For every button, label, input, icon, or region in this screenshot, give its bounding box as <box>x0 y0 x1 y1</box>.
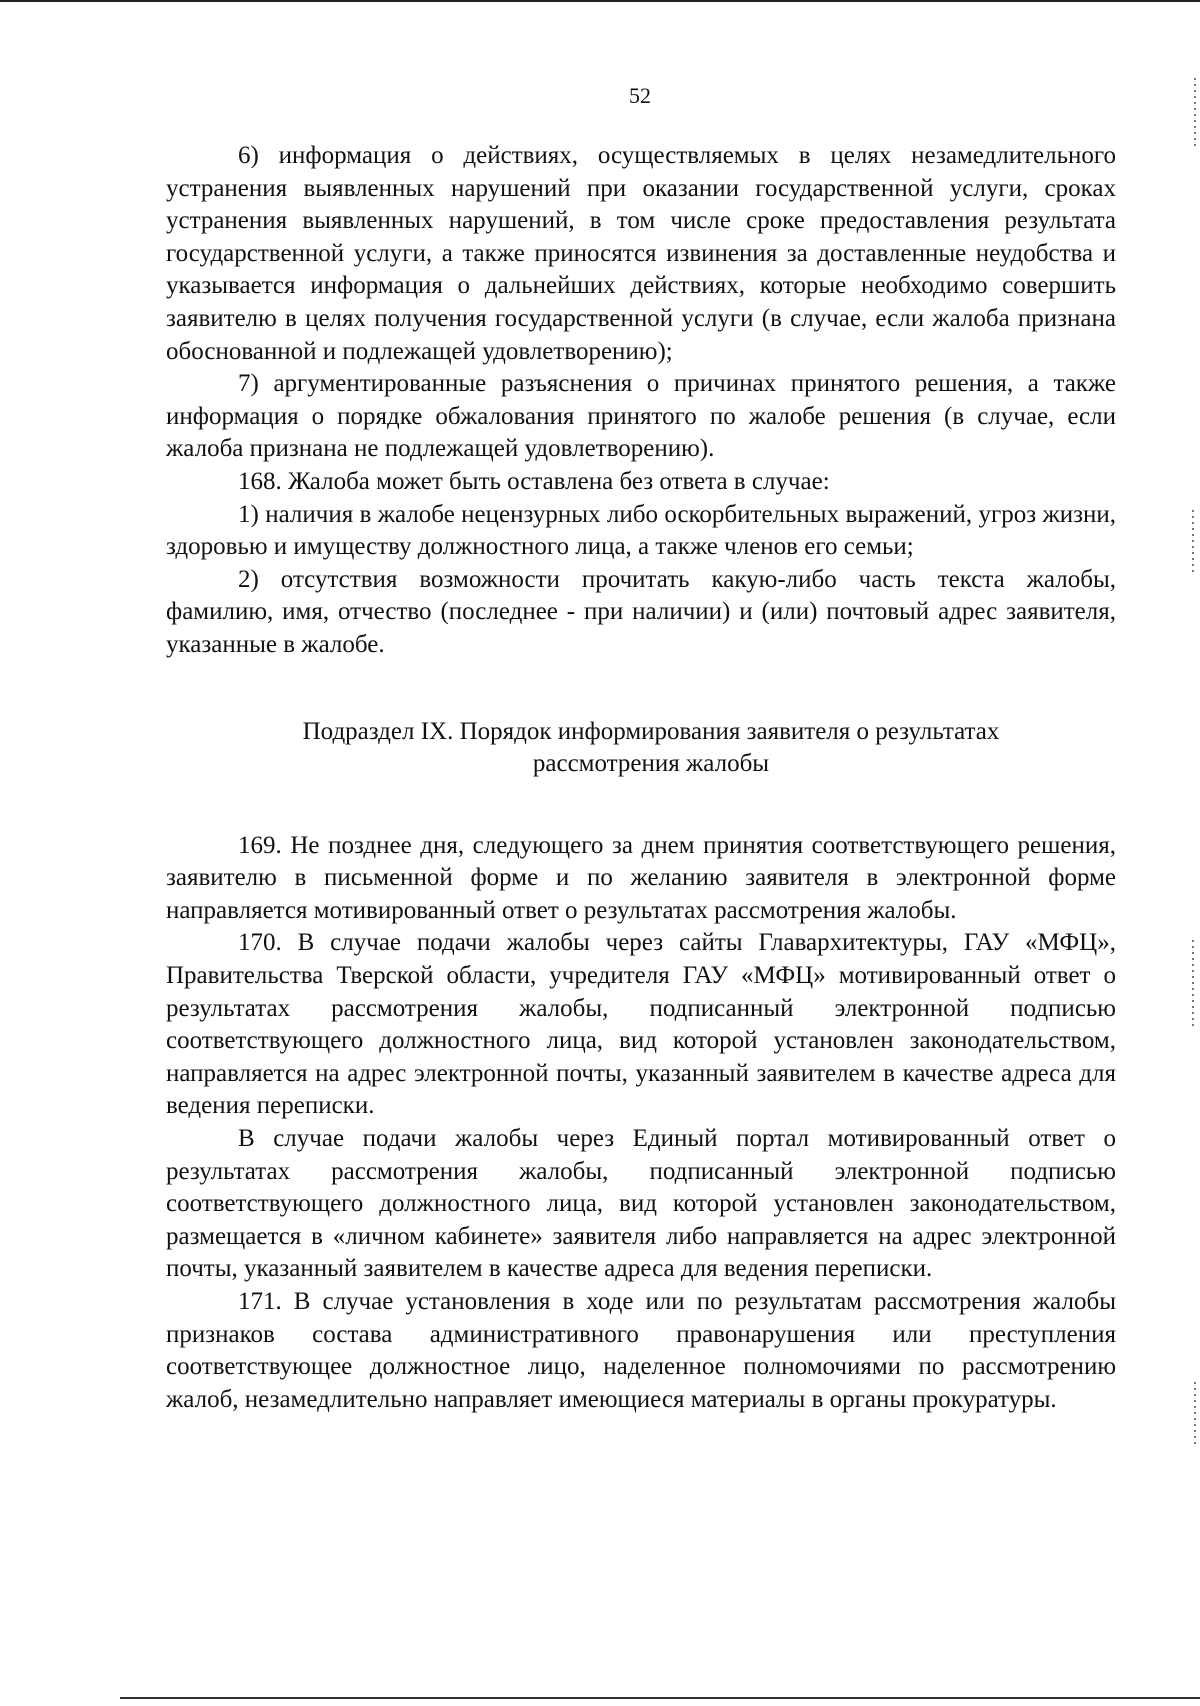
paragraph-170-continued: В случае подачи жалобы через Единый портал мотивированный ответ о результатах рассмотрения жалобы, подписанный электронной подписью соответствующего должностного лица, вид которой установлен законодательством, размещается в «личном кабинете» заявителя либо направляется на адрес электронной почты, указанный заявителем в качестве адреса для ведения переписки. <box>166 1125 1116 1283</box>
paragraph-171: 171. В случае установления в ходе или по результатам рассмотрения жалобы признаков состава административного правонарушения или преступления соответствующее должностное лицо, наделенное полномочиями по рассмотрению жалоб, незамедлительно направляет имеющиеся материалы в органы прокуратуры. <box>166 1288 1116 1413</box>
scan-mark-right-4 <box>1194 1382 1196 1448</box>
scan-top-edge <box>0 0 1200 2</box>
paragraph-item-7: 7) аргументированные разъяснения о причинах принятого решения, а также информация о порядке обжалования принятого по жалобе решения (в случае, если жалоба признана не подлежащей удовлетворению). <box>166 370 1116 463</box>
page-number: 52 <box>629 83 651 108</box>
scan-mark-right-1 <box>1194 78 1196 148</box>
scan-mark-right-3 <box>1192 940 1194 1028</box>
scan-mark-right-2 <box>1192 510 1194 572</box>
subsection-heading-line-1: Подраздел IX. Порядок информирования заявителя о результатах <box>302 717 1000 745</box>
document-body <box>166 140 1116 1416</box>
paragraph-item-6: 6) информация о действиях, осуществляемых в целях незамедлительного устранения выявленных нарушений при оказании государственной услуги, сроках устранения выявленных нарушений, в том числе сроке предоставления результата государственной услуги, а также приносятся извинения за доставленные неудобства и указывается информация о дальнейших действиях, которые необходимо совершить заявителю в целях получения государственной услуги (в случае, если жалоба признана обоснованной и подлежащей удовлетворению); <box>166 142 1116 365</box>
paragraph-168-item-1: 1) наличия в жалобе нецензурных либо оскорбительных выражений, угроз жизни, здоровью и имуществу должностного лица, а также членов его семьи; <box>166 500 1116 561</box>
paragraph-169: 169. Не позднее дня, следующего за днем принятия соответствующего решения, заявителю в письменной форме и по желанию заявителя в электронной форме направляется мотивированный ответ о результатах рассмотрения жалобы. <box>166 831 1116 924</box>
paragraph-168-item-2: 2) отсутствия возможности прочитать какую-либо часть текста жалобы, фамилию, имя, отчество (последнее - при наличии) и (или) почтовый адрес заявителя, указанные в жалобе. <box>166 565 1116 658</box>
subsection-heading <box>166 716 1116 781</box>
paragraph-168: 168. Жалоба может быть оставлена без ответа в случае: <box>238 467 830 495</box>
scan-bottom-edge <box>120 1697 1200 1699</box>
subsection-heading-line-2: рассмотрения жалобы <box>532 750 770 778</box>
paragraph-170: 170. В случае подачи жалобы через сайты Главархитектуры, ГАУ «МФЦ», Правительства Тверской области, учредителя ГАУ «МФЦ» мотивированный ответ о результатах рассмотрения жалобы, подписанный электронной подписью соответствующего должностного лица, вид которой установлен законодательством, направляется на адрес электронной почты, указанный заявителем в качестве адреса для ведения переписки. <box>166 929 1116 1120</box>
